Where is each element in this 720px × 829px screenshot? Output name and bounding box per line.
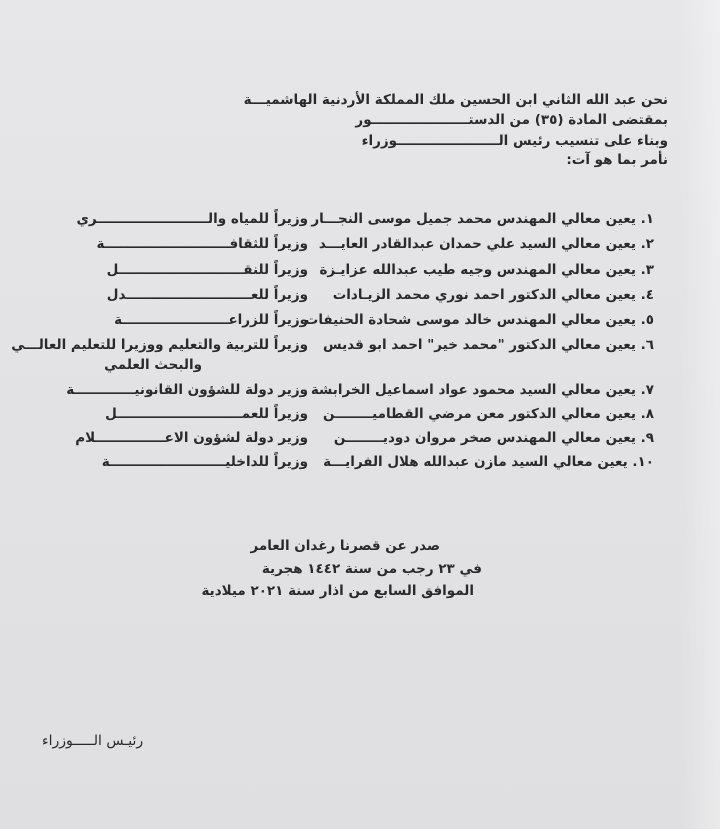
appointment-7: ٧. يعين معالي السيد محمود عواد اسماعيل الخرابشة: [310, 382, 654, 398]
appointment-4: ٤. يعين معالي الدكتور احمد نوري محمد الزيـادات: [332, 287, 654, 303]
appointment-3-role: وزيراً للنقـــــــــــــــــــــــــــل: [106, 262, 308, 278]
appointment-2: ٢. يعين معالي السيد علي حمدان عبدالقادر العايـــد: [318, 236, 654, 252]
preamble-line-1: نحن عبد الله الثاني ابن الحسين ملك المملكة الأردنية الهاشميـــة: [243, 92, 668, 108]
appointment-6-role: وزيراً للتربية والتعليم ووزيرا للتعليم العالـــي: [11, 337, 308, 353]
preamble-line-2: بمقتضى المادة (٣٥) من الدستـــــــــــــــــــــور: [355, 112, 668, 128]
issued-line-3: الموافق السابع من اذار سنة ٢٠٢١ ميلادية: [201, 583, 474, 599]
appointment-10-role: وزيراً للداخليـــــــــــــــــــــــــة: [101, 454, 308, 470]
appointment-9-role: وزير دولة لشؤون الاعـــــــــــــــلام: [75, 430, 308, 446]
appointment-4-role: وزيراً للعـــــــــــــــــــــــــــدل: [106, 287, 308, 303]
appointment-6: ٦. يعين معالي الدكتور "محمد خير" احمد ابو قديس: [323, 337, 654, 353]
appointment-3: ٣. يعين معالي المهندس وجيه طيب عبدالله عزايـزة: [319, 262, 654, 278]
appointment-5: ٥. يعين معالي المهندس خالد موسى شحادة الحنيفات: [304, 312, 654, 328]
appointment-9: ٩. يعين معالي المهندس صخر مروان دوديــــــــن: [333, 430, 654, 446]
appointment-5-role: وزيراً للزراعـــــــــــــــــــــــة: [114, 312, 308, 328]
appointment-8: ٨. يعين معالي الدكتور معن مرضي القطاميــــــــن: [323, 406, 654, 422]
preamble-line-4: نأمر بما هو آت:: [566, 152, 668, 168]
issued-line-2: في ٢٣ رجب من سنة ١٤٤٢ هجرية: [261, 561, 482, 577]
appointment-6-role-continued: والبحث العلمي: [104, 357, 202, 373]
signature-title: رئيـس الـــــوزراء: [42, 733, 144, 749]
appointment-1: ١. يعين معالي المهندس محمد جميل موسى النجـــار: [311, 211, 654, 227]
preamble-line-3: وبناء على تنسيب رئيس الــــــــــــــــــــــوزراء: [361, 133, 668, 149]
appointment-7-role: وزير دولة للشؤون القانونيـــــــــــــة: [66, 382, 308, 398]
issued-line-1: صدر عن قصرنا رغدان العامر: [250, 538, 440, 554]
appointment-1-role: وزيراً للمياه والــــــــــــــــــــــــري: [76, 211, 308, 227]
appointment-10: ١٠. يعين معالي السيد مازن عبدالله هلال الفرايـــة: [323, 454, 654, 470]
appointment-8-role: وزيراً للعمـــــــــــــــــــــــــــل: [105, 406, 308, 422]
appointment-2-role: وزيراً للثقافـــــــــــــــــــــــــــة: [96, 236, 308, 252]
